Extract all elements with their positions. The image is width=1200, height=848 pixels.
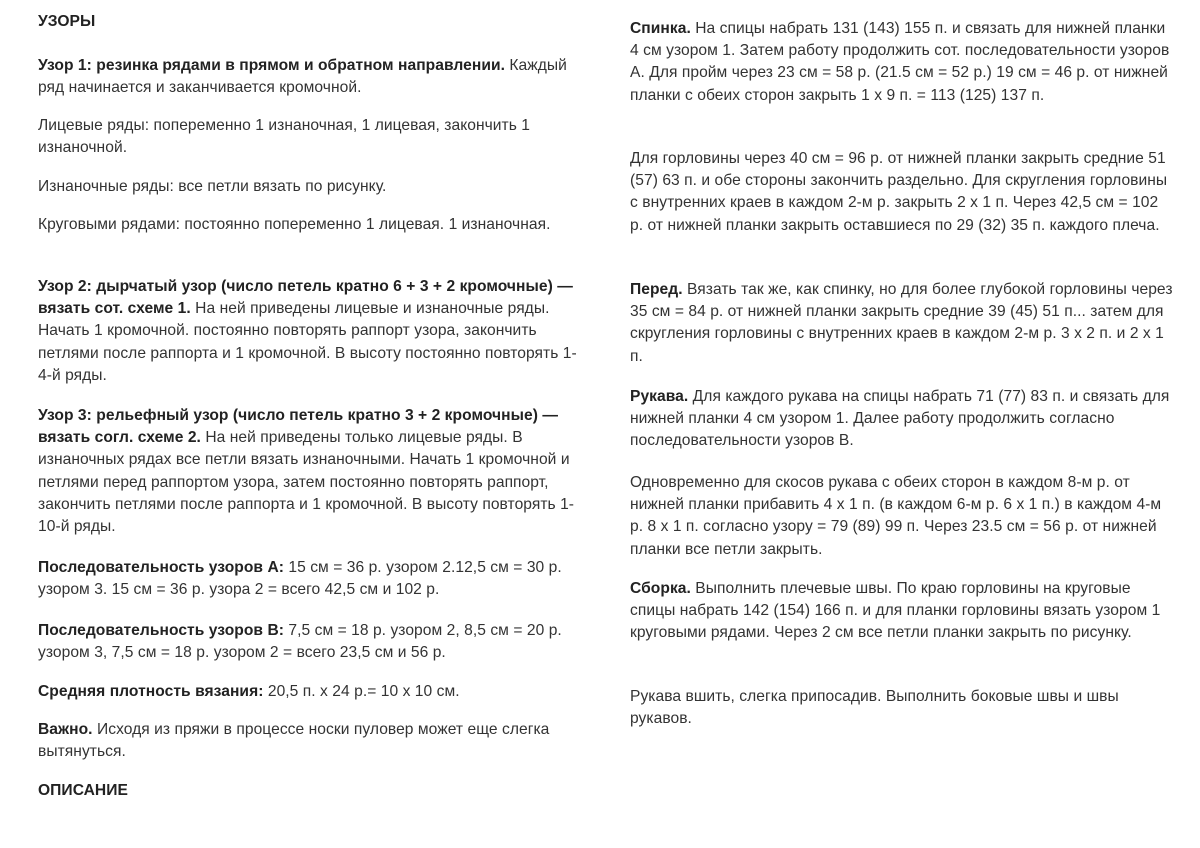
paragraph-sleeve-bevels: Одновременно для скосов рукава с обеих сторон в каждом 8-м р. от нижней планки прибавить 4 х 1 п. (в каждом 6-м р. 6 х 1 п.) в каждом 4-м р. 8 х 1 п. согласно узору = 79 (89) 99 п. Через 23.5 см = 56 р. от нижней планки все петли закрыть.	[630, 474, 1162, 558]
sequence-a-text: 15 см = 36 р. узором 2.12,5 см = 30 р. узором 3. 15 см = 36 р. узора 2 = всего 42,5 см и 102 р.	[38, 559, 562, 599]
front-text: Вязать так же, как спинку, но для более глубокой горловины через 35 см = 84 р. от нижней планки закрыть средние 39 (45) 51 п... затем для скругления горловины с внутренних краев в каждом 2-м р. 3 х 2 п. и 2 х 1 п.	[630, 281, 1173, 365]
paragraph-neckline: Для горловины через 40 см = 96 р. от нижней планки закрыть средние 51 (57) 63 п. и обе стороны закончить раздельно. Для скругления горловины с внутренних краев в каждом 2-м р. закрыть 2 х 1 п. Через 42,5 см = 102 р. от нижней планки закрыть оставшиеся по 29 (32) 35 п. каждого плеча.	[630, 150, 1168, 234]
pattern-1-title: Узор 1: резинка рядами в прямом и обратном направлении.	[38, 57, 505, 74]
sequence-b-title: Последовательность узоров В:	[38, 622, 284, 639]
paragraph-sew-sleeves: Рукава вшить, слегка припосадив. Выполнить боковые швы и швы рукавов.	[630, 688, 1119, 728]
paragraph-pattern-3	[38, 405, 588, 538]
heading-description: ОПИСАНИЕ	[38, 782, 128, 799]
pattern-3-text: На ней приведены только лицевые ряды. В изнаночных рядах все петли вязать изнаночными. Начать 1 кромочной и петлями перед раппортом узора, затем постоянно повторять раппорт, закончить петлями после раппорта и 1 кромочной. В высоту повторять 1-10-й ряды.	[38, 429, 575, 536]
sleeves-title: Рукава.	[630, 388, 689, 405]
paragraph-face-rows: Лицевые ряды: попеременно 1 изнаночная, 1 лицевая, закончить 1 изнаночной.	[38, 117, 531, 157]
paragraph-density	[38, 681, 588, 703]
density-title: Средняя плотность вязания:	[38, 683, 264, 700]
paragraph-sequence-b	[38, 620, 588, 664]
paragraph-front	[630, 279, 1175, 368]
density-text: 20,5 п. х 24 р.= 10 х 10 см.	[263, 683, 460, 700]
paragraph-purl-rows: Изнаночные ряды: все петли вязать по рисунку.	[38, 178, 387, 195]
paragraph-pattern-2	[38, 276, 588, 387]
pattern-1-text: Каждый ряд начинается и заканчивается кромочной.	[38, 57, 567, 97]
pattern-3-title: Узор 3: рельефный узор (число петель кратно 3 + 2 кромочные) — вязать согл. схеме 2.	[38, 407, 558, 447]
paragraph-assembly	[630, 578, 1175, 645]
front-title: Перед.	[630, 281, 683, 298]
paragraph-sequence-a	[38, 557, 588, 601]
important-title: Важно.	[38, 721, 93, 738]
sequence-a-title: Последовательность узоров А:	[38, 559, 284, 576]
assembly-title: Сборка.	[630, 580, 691, 597]
assembly-text: Выполнить плечевые швы. По краю горловины на круговые спицы набрать 142 (154) 166 п. и для планки горловины вязать узором 1 круговыми рядами. Через 2 см все петли планки закрыть по рисунку.	[630, 580, 1161, 642]
paragraph-sleeves	[630, 386, 1175, 453]
back-title: Спинка.	[630, 20, 691, 37]
pattern-2-title: Узор 2: дырчатый узор (число петель кратно 6 + 3 + 2 кромочные) — вязать сот. схеме 1.	[38, 278, 573, 318]
paragraph-pattern-1	[38, 55, 588, 99]
important-text: Исходя из пряжи в процессе носки пуловер может еще слегка вытянуться.	[38, 721, 550, 761]
paragraph-important	[38, 719, 558, 763]
paragraph-round-rows: Круговыми рядами: постоянно попеременно 1 лицевая. 1 изнаночная.	[38, 216, 551, 233]
paragraph-back	[630, 18, 1175, 107]
back-text: На спицы набрать 131 (143) 155 п. и связать для нижней планки 4 см узором 1. Затем работу продолжить сот. последовательности узоров А. Для пройм через 23 см = 58 р. (21.5 см = 52 р.) 19 см = 46 р. от нижней планки с обеих сторон закрыть 1 х 9 п. = 113 (125) 137 п.	[630, 20, 1170, 104]
sleeves-text: Для каждого рукава на спицы набрать 71 (77) 83 п. и связать для нижней планки 4 см узором 1. Далее работу продолжить согласно последовательности узоров В.	[630, 388, 1170, 450]
sequence-b-text: 7,5 см = 18 р. узором 2, 8,5 см = 20 р. узором 3, 7,5 см = 18 р. узором 2 = всего 23,5 см и 56 р.	[38, 622, 562, 662]
pattern-2-text: На ней приведены лицевые и изнаночные ряды. Начать 1 кромочной. постоянно повторять раппорт узора, закончить петлями после раппорта и 1 кромочной. В высоту постоянно повторять 1-4-й ряды.	[38, 300, 577, 384]
heading-patterns: УЗОРЫ	[38, 13, 96, 30]
